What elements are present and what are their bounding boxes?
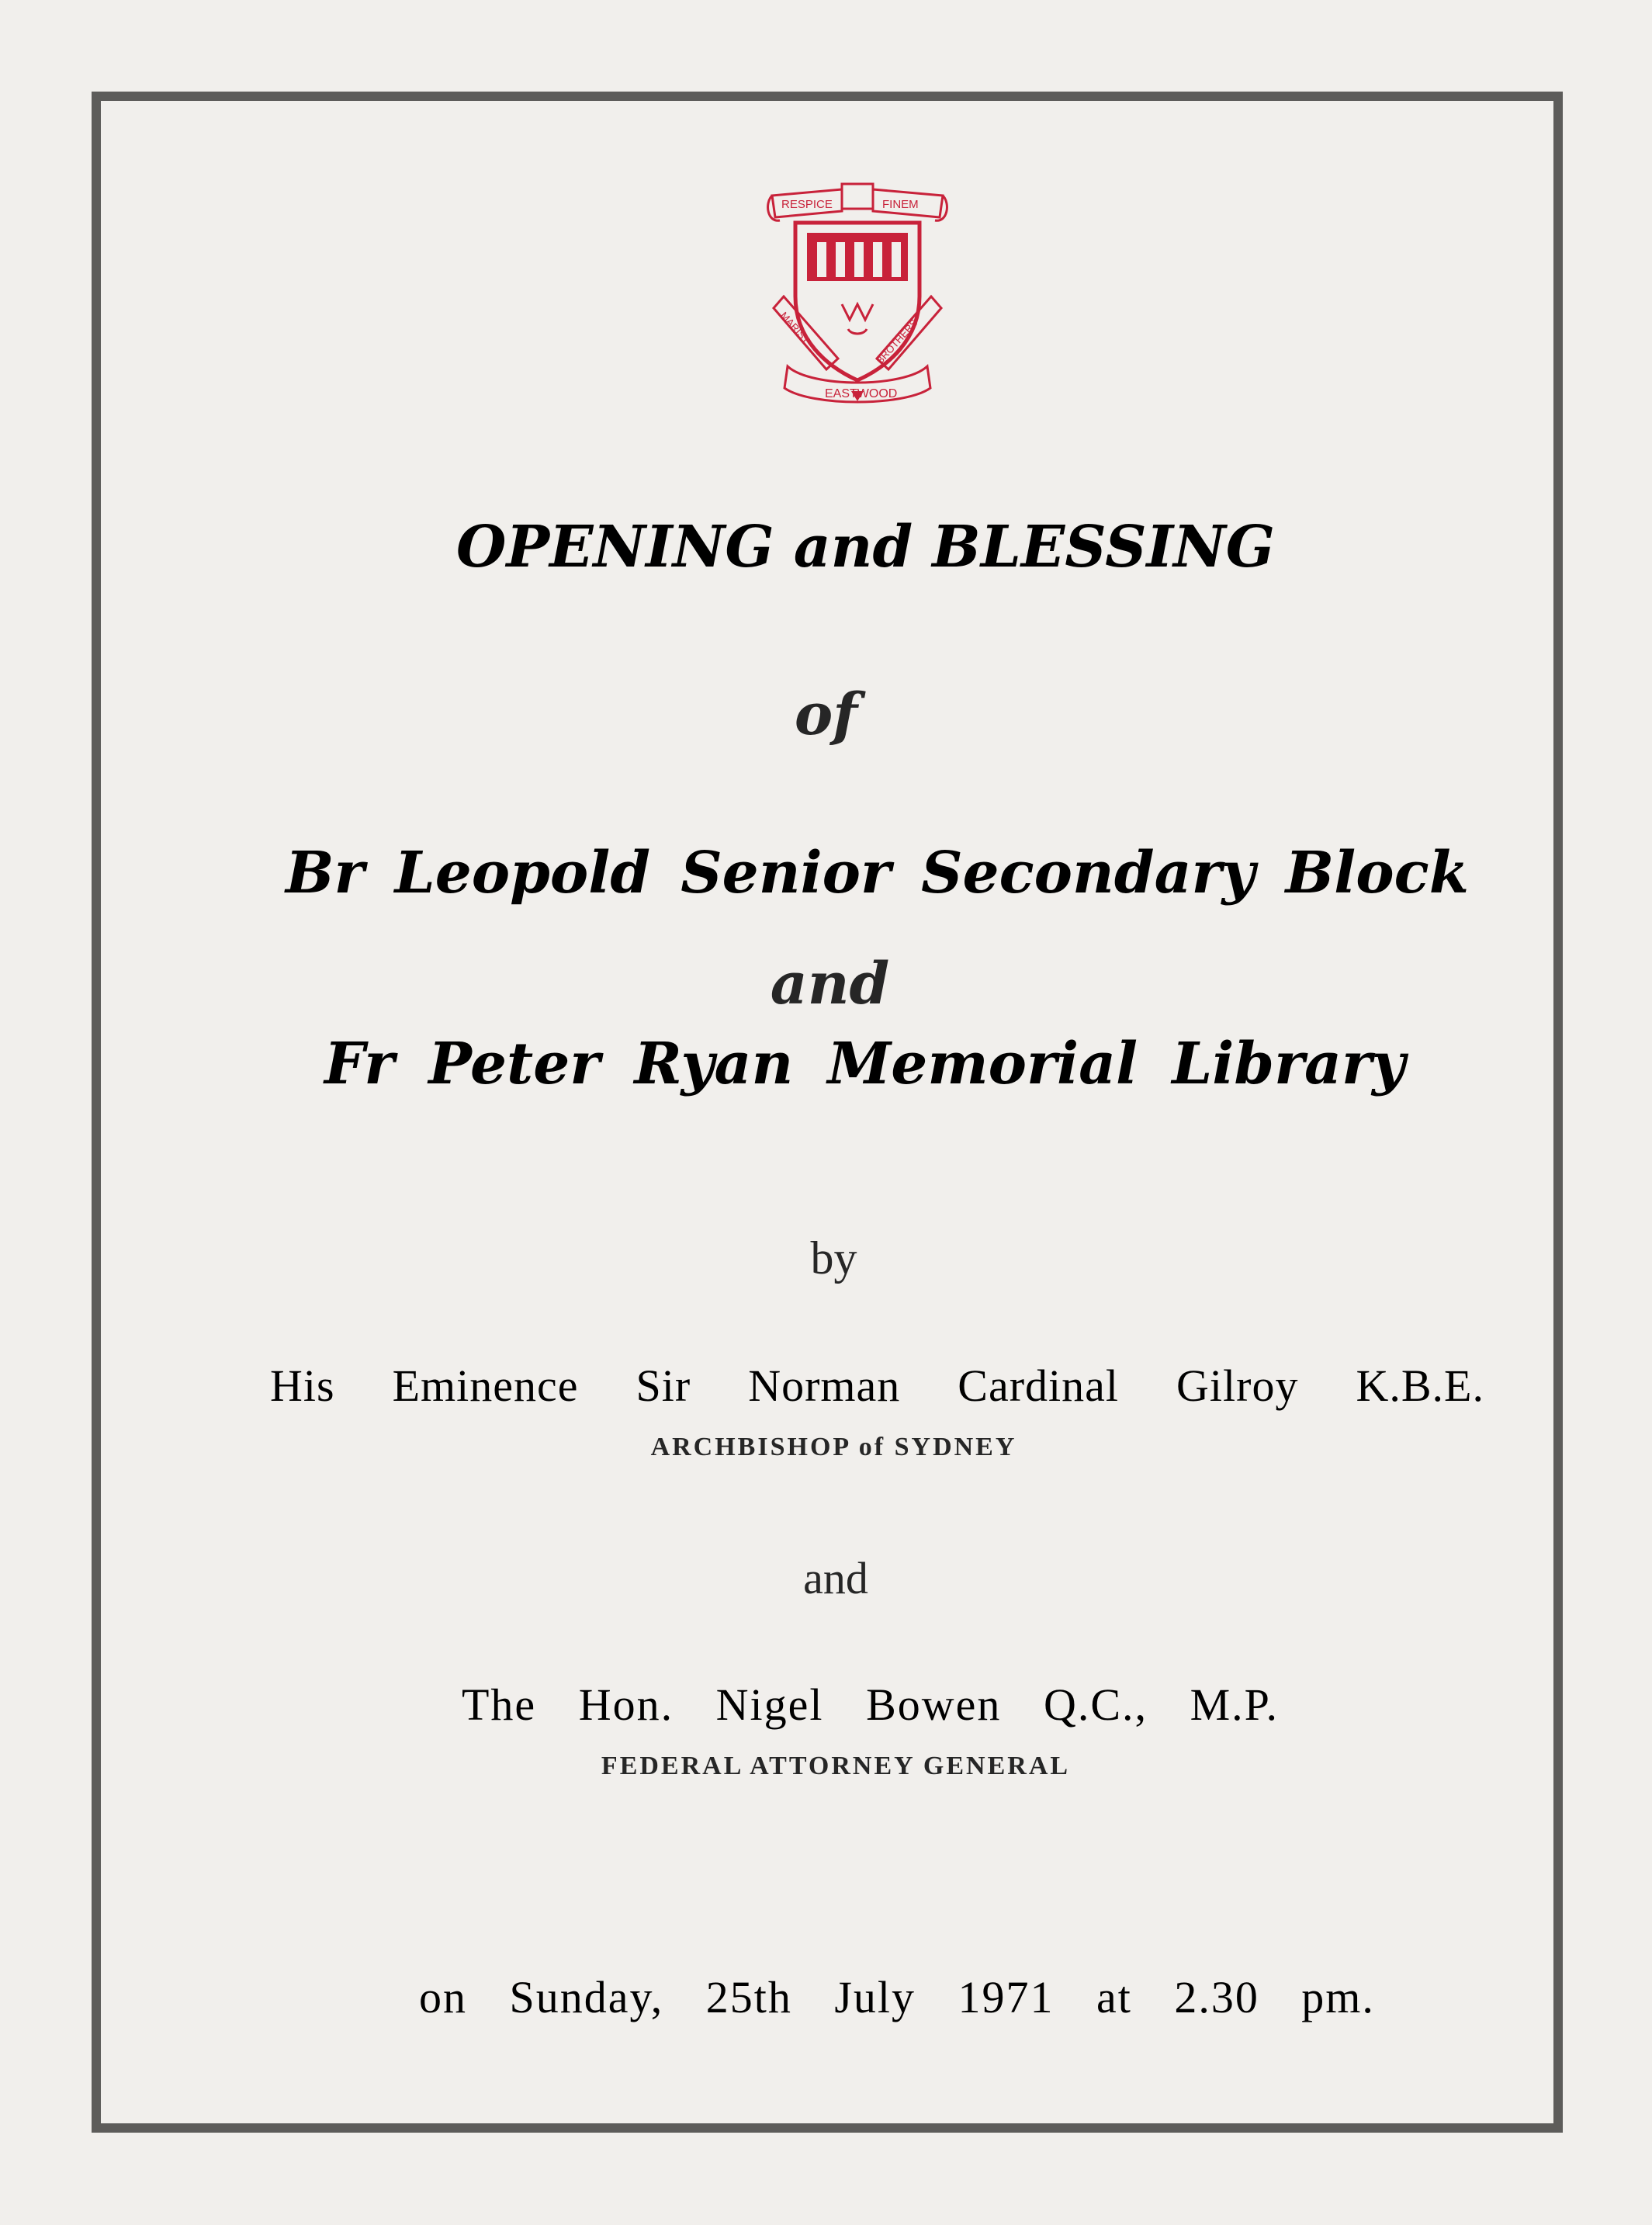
officiant-2-title: FEDERAL ATTORNEY GENERAL — [601, 1752, 1071, 1780]
library-line — [324, 1031, 1405, 1097]
officiant-1-word: Norman — [748, 1360, 901, 1411]
building-word: Senior — [681, 840, 891, 906]
heading-word: and — [793, 514, 913, 581]
crest-scroll-text: EASTWOOD — [825, 387, 898, 400]
library-word: Peter — [428, 1031, 601, 1097]
date-word: on — [419, 1972, 467, 2022]
date-line — [419, 1971, 1375, 2023]
and-line: and — [770, 951, 890, 1017]
heading-word: OPENING — [456, 514, 774, 581]
officiant-1-word: K.B.E. — [1356, 1360, 1484, 1411]
building-word: Block — [1285, 840, 1469, 906]
library-word: Library — [1172, 1031, 1405, 1097]
library-word: Ryan — [634, 1031, 794, 1097]
crest-band-right: BROTHERS — [874, 317, 920, 367]
officiant-1-word: Gilroy — [1176, 1360, 1299, 1411]
officiant-1-word: Sir — [636, 1360, 691, 1411]
date-word: at — [1096, 1972, 1132, 2022]
by-line: by — [810, 1232, 857, 1284]
building-word: Secondary — [921, 840, 1255, 906]
heading-word: BLESSING — [932, 514, 1275, 581]
library-word: Fr — [324, 1031, 395, 1097]
officiant-1-name — [270, 1360, 1484, 1412]
building-word: Br — [286, 840, 365, 906]
crest-motto-right: FINEM — [882, 198, 919, 211]
officiant-2-word: The — [462, 1679, 537, 1730]
date-word: 25th — [705, 1972, 792, 2022]
officiant-1-word: His — [270, 1360, 335, 1411]
crest-motto-left: RESPICE — [781, 198, 833, 211]
and-line-2: and — [803, 1553, 868, 1603]
officiant-2-word: Bowen — [866, 1679, 1002, 1730]
officiant-2-word: Q.C., — [1043, 1679, 1148, 1730]
officiant-1-title: ARCHBISHOP of SYDNEY — [650, 1433, 1017, 1461]
date-word: pm. — [1301, 1972, 1375, 2022]
officiant-1-word: Cardinal — [958, 1360, 1119, 1411]
date-word: July — [834, 1972, 916, 2022]
building-word: Leopold — [394, 840, 651, 906]
building-line — [286, 840, 1469, 906]
school-crest-logo — [764, 180, 951, 409]
of-line: of — [794, 681, 858, 748]
date-word: 2.30 — [1174, 1972, 1259, 2022]
library-word: Memorial — [827, 1031, 1138, 1097]
officiant-2-word: M.P. — [1190, 1679, 1279, 1730]
officiant-2-word: Hon. — [578, 1679, 674, 1730]
officiant-1-word: Eminence — [392, 1360, 579, 1411]
officiant-2-name — [462, 1679, 1279, 1731]
officiant-2-word: Nigel — [715, 1679, 824, 1730]
heading-line — [456, 514, 1275, 581]
crest-band-left: MARIST — [778, 309, 812, 346]
date-word: 1971 — [958, 1972, 1055, 2022]
date-word: Sunday, — [509, 1972, 664, 2022]
